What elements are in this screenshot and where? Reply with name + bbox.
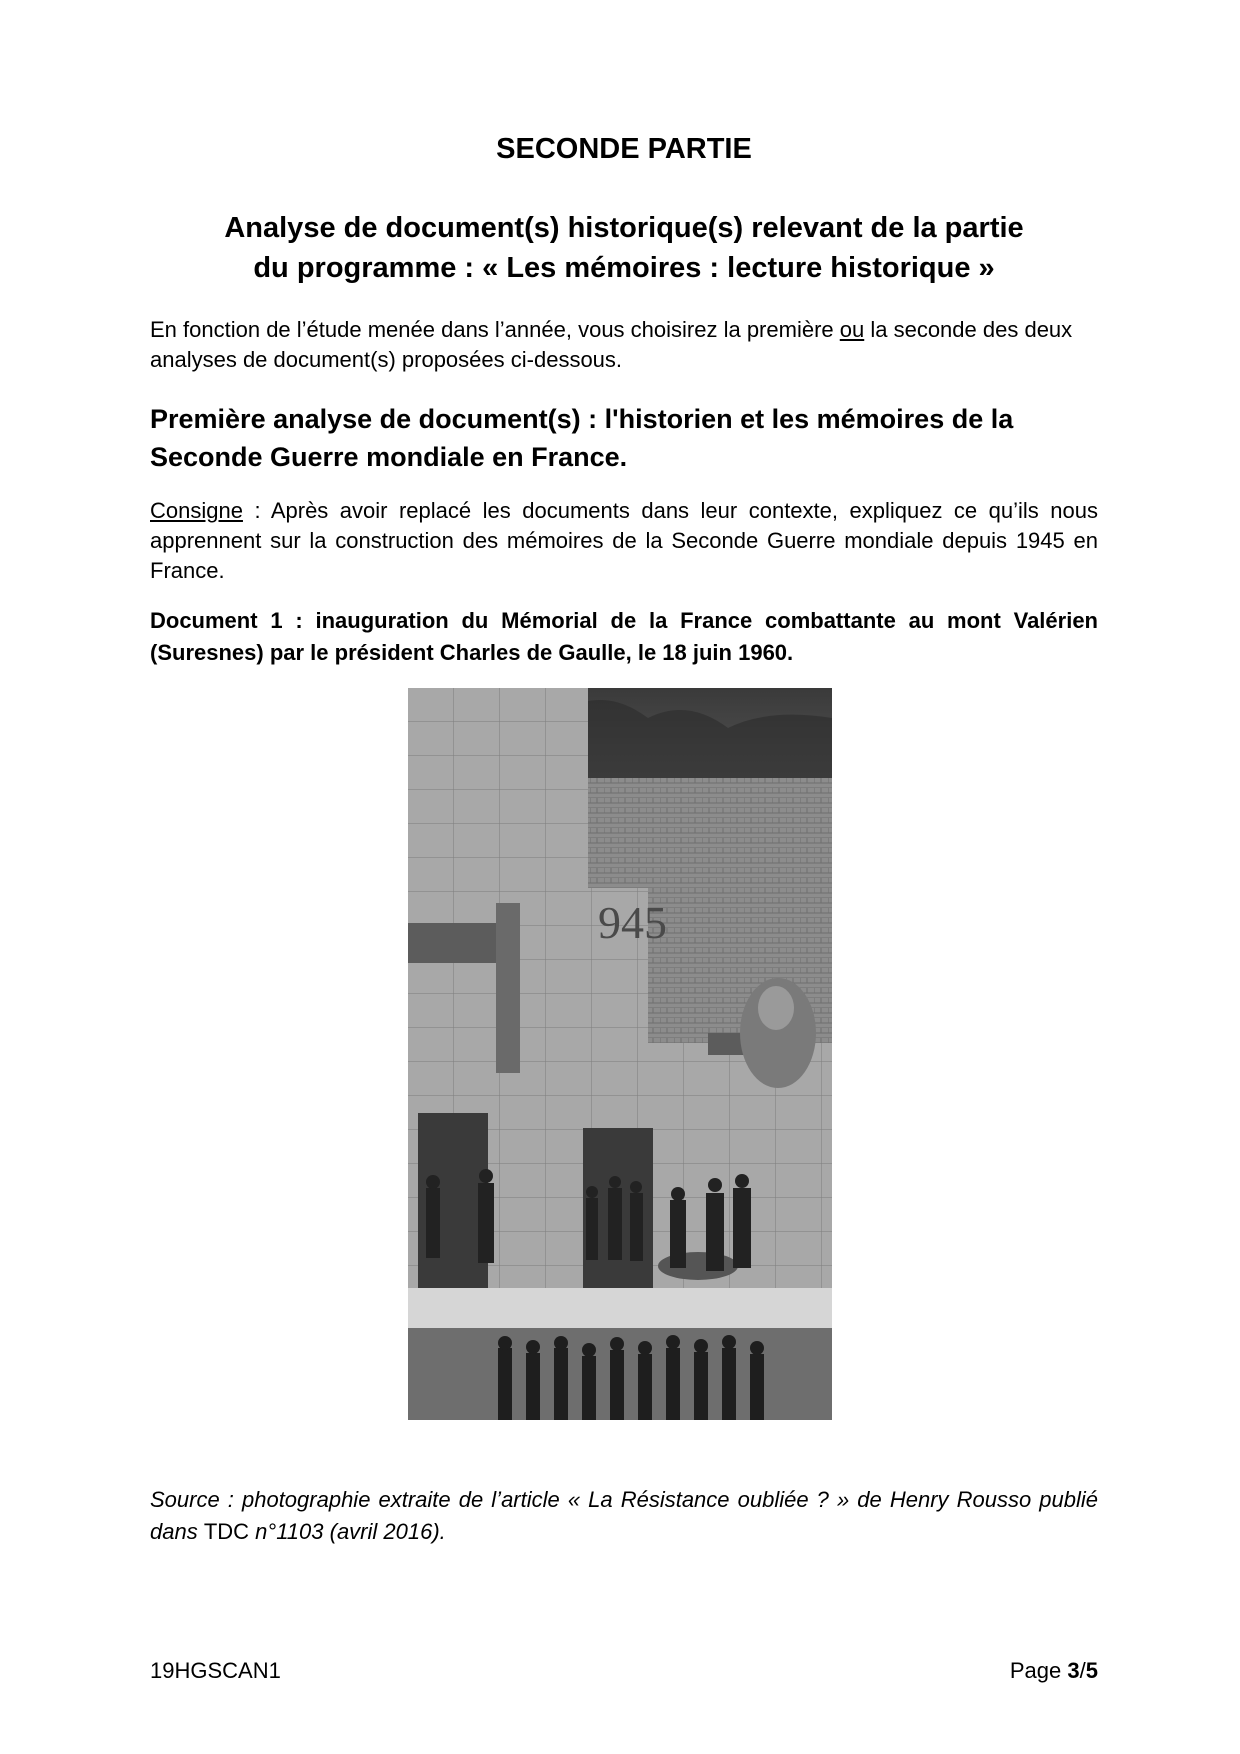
analysis-title: Première analyse de document(s) : l'historien et les mémoires de la Seconde Guerre mondiale en France. — [150, 404, 1014, 472]
page-current: 3 — [1067, 1658, 1080, 1683]
page-total: 5 — [1085, 1658, 1098, 1683]
consigne-paragraph — [150, 496, 1098, 586]
source-journal: TDC — [203, 1519, 250, 1544]
photo-engraving-text: 945 — [598, 897, 667, 948]
consigne-label: Consigne — [150, 498, 243, 523]
part-title: SECONDE PARTIE — [496, 133, 752, 165]
source-text-part1: Source : photographie extraite de l’article « La Résistance oubliée ? » de Henry Rousso publié dans — [150, 1487, 1098, 1544]
footer-page-number — [1010, 1658, 1098, 1684]
source-text-part2: n°1103 (avril 2016). — [249, 1519, 446, 1544]
intro-text-after: la seconde des deux analyses de document(s) proposées ci-dessous. — [150, 317, 1073, 372]
consigne-text: : Après avoir replacé les documents dans leur contexte, expliquez ce qu’ils nous apprennent sur la construction des mémoires de la Seconde Guerre mondiale depuis 1945 en France. — [150, 498, 1098, 583]
page — [150, 0, 1098, 1754]
memorial-photo — [408, 688, 832, 1420]
page-label: Page — [1009, 1658, 1068, 1683]
document1-title: Document 1 : inauguration du Mémorial de la France combattante au mont Valérien (Suresnes) par le président Charles de Gaulle, le 18 juin 1960. — [150, 608, 1098, 665]
source-citation — [150, 1484, 1098, 1548]
intro-paragraph — [150, 315, 1098, 375]
main-title-line1: Analyse de document(s) historique(s) relevant de la partie — [224, 212, 1024, 244]
page-separator: / — [1079, 1658, 1086, 1683]
intro-underlined-word: ou — [839, 317, 865, 342]
main-title — [150, 208, 1098, 288]
main-title-line2: du programme : « Les mémoires : lecture historique » — [253, 252, 995, 284]
intro-text-before: En fonction de l’étude menée dans l’année, vous choisirez la première — [150, 317, 840, 342]
footer-exam-code: 19HGSCAN1 — [150, 1658, 281, 1683]
